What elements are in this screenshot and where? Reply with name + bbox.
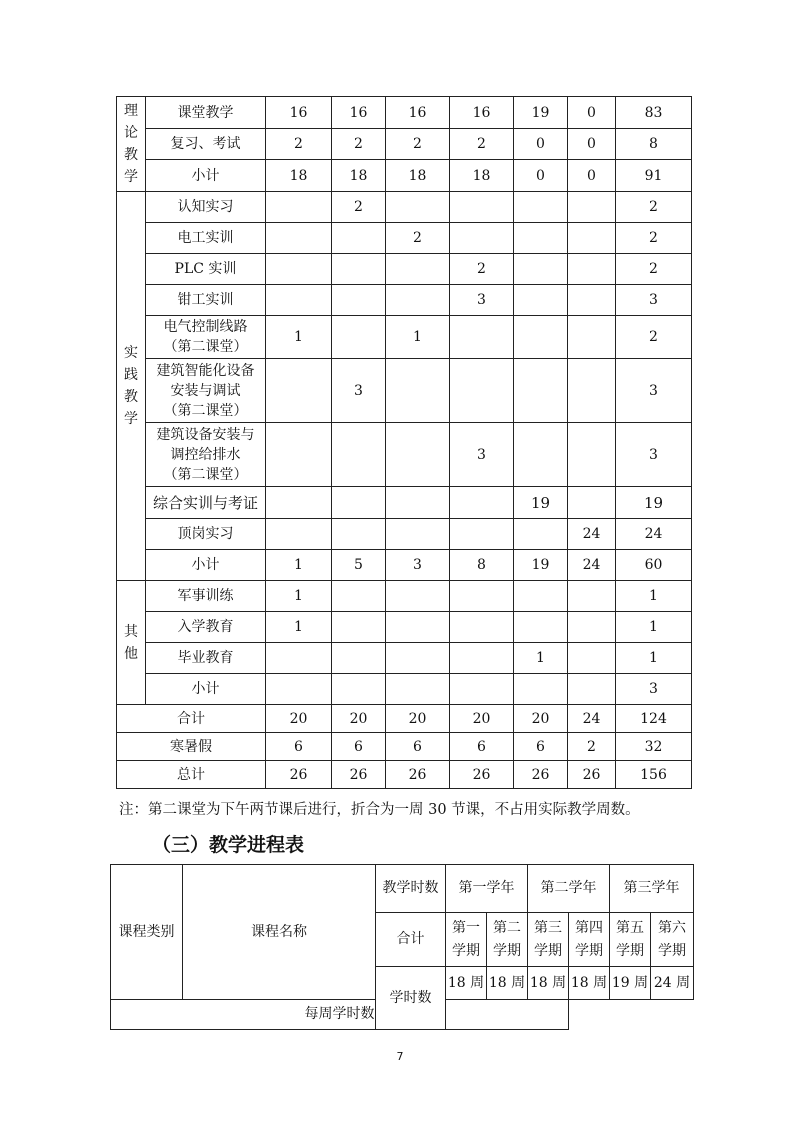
- value-cell: 1: [514, 643, 568, 674]
- value-cell: [386, 612, 450, 643]
- value-cell: 83: [616, 97, 692, 129]
- value-cell: [568, 581, 616, 612]
- value-cell: 1: [266, 612, 332, 643]
- value-cell: [386, 487, 450, 519]
- group-label-char: 实: [124, 345, 138, 361]
- semester-header: 第三 学期: [528, 913, 569, 967]
- value-cell: 18: [386, 160, 450, 192]
- totals-label: 总计: [117, 761, 266, 789]
- value-cell: [514, 519, 568, 550]
- value-cell: [568, 643, 616, 674]
- value-cell: 1: [616, 612, 692, 643]
- row-label: 课堂教学: [146, 97, 266, 129]
- value-cell: 6: [514, 733, 568, 761]
- weekly-hours-header: 每周学时数: [111, 1000, 569, 1030]
- table-row: [117, 487, 692, 519]
- value-cell: 8: [450, 550, 514, 581]
- value-cell: [568, 223, 616, 254]
- value-cell: [514, 612, 568, 643]
- value-cell: 2: [386, 129, 450, 160]
- value-cell: [568, 316, 616, 359]
- group-label-theory: [117, 97, 146, 192]
- value-cell: [266, 254, 332, 285]
- row-label: 小计: [146, 550, 266, 581]
- value-cell: 20: [332, 705, 386, 733]
- class-hours-header: 学时数: [376, 967, 446, 1030]
- value-cell: 20: [386, 705, 450, 733]
- value-cell: [514, 254, 568, 285]
- value-cell: 3: [332, 359, 386, 423]
- row-label: 电气控制线路 （第二课堂）: [146, 316, 266, 359]
- value-cell: 20: [450, 705, 514, 733]
- value-cell: 6: [266, 733, 332, 761]
- row-label: 建筑智能化设备 安装与调试 （第二课堂）: [146, 359, 266, 423]
- value-cell: [568, 612, 616, 643]
- value-cell: [332, 581, 386, 612]
- value-cell: [386, 643, 450, 674]
- value-cell: [514, 285, 568, 316]
- semester-header: 第四 学期: [569, 913, 610, 967]
- weeks-cell: 24 周: [651, 967, 694, 1000]
- value-cell: [332, 612, 386, 643]
- value-cell: [386, 423, 450, 487]
- value-cell: 2: [616, 223, 692, 254]
- value-cell: 3: [616, 285, 692, 316]
- value-cell: 24: [568, 550, 616, 581]
- group-label-char: 他: [124, 645, 138, 662]
- weeks-cell: 18 周: [528, 967, 569, 1000]
- table-row: [117, 254, 692, 285]
- table-row: [117, 423, 692, 487]
- value-cell: [568, 674, 616, 705]
- row-label: 毕业教育: [146, 643, 266, 674]
- course-name-header: 课程名称: [183, 865, 376, 1000]
- value-cell: [514, 316, 568, 359]
- value-cell: [332, 487, 386, 519]
- row-label: PLC 实训: [146, 254, 266, 285]
- value-cell: [266, 519, 332, 550]
- year-2-header: 第二学年: [528, 865, 610, 913]
- semester-header: 第五 学期: [610, 913, 651, 967]
- value-cell: 26: [332, 761, 386, 789]
- teaching-hours-header: 教学时数: [376, 865, 446, 913]
- table-row: [117, 612, 692, 643]
- weeks-cell: 18 周: [446, 967, 487, 1000]
- value-cell: 3: [450, 423, 514, 487]
- value-cell: 1: [616, 581, 692, 612]
- value-cell: 2: [266, 129, 332, 160]
- group-label-char: 论: [124, 125, 138, 141]
- value-cell: 26: [450, 761, 514, 789]
- table-row: [117, 316, 692, 359]
- value-cell: 2: [332, 192, 386, 223]
- value-cell: [386, 674, 450, 705]
- row-label: 电工实训: [146, 223, 266, 254]
- value-cell: [332, 423, 386, 487]
- row-label: 小计: [146, 674, 266, 705]
- value-cell: [450, 674, 514, 705]
- value-cell: [386, 359, 450, 423]
- value-cell: 6: [332, 733, 386, 761]
- value-cell: 0: [514, 160, 568, 192]
- value-cell: 1: [266, 550, 332, 581]
- value-cell: [450, 316, 514, 359]
- value-cell: 26: [386, 761, 450, 789]
- semester-header: 第一 学期: [446, 913, 487, 967]
- row-label: 认知实习: [146, 192, 266, 223]
- group-label-practice: [117, 192, 146, 581]
- course-type-header: 课程类别: [111, 865, 183, 1000]
- group-label-char: 学: [124, 411, 138, 427]
- value-cell: 16: [332, 97, 386, 129]
- table-row: [117, 160, 692, 192]
- value-cell: 18: [450, 160, 514, 192]
- value-cell: 6: [386, 733, 450, 761]
- totals-row: [117, 705, 692, 733]
- row-label: 顶岗实习: [146, 519, 266, 550]
- value-cell: [386, 192, 450, 223]
- row-label: 建筑设备安装与 调控给排水 （第二课堂）: [146, 423, 266, 487]
- value-cell: 1: [266, 316, 332, 359]
- table-row: [117, 643, 692, 674]
- value-cell: [514, 423, 568, 487]
- value-cell: [450, 643, 514, 674]
- value-cell: [332, 254, 386, 285]
- row-label: 复习、考试: [146, 129, 266, 160]
- value-cell: [266, 223, 332, 254]
- value-cell: [386, 254, 450, 285]
- value-cell: [332, 643, 386, 674]
- value-cell: 8: [616, 129, 692, 160]
- value-cell: [514, 581, 568, 612]
- progress-table: [110, 864, 694, 1030]
- group-label-char: 教: [124, 389, 138, 405]
- table-row: [117, 359, 692, 423]
- table-row: [117, 192, 692, 223]
- value-cell: 6: [450, 733, 514, 761]
- value-cell: 91: [616, 160, 692, 192]
- value-cell: [568, 359, 616, 423]
- value-cell: [568, 192, 616, 223]
- value-cell: 2: [568, 733, 616, 761]
- table-row: [117, 550, 692, 581]
- table-row: [117, 223, 692, 254]
- value-cell: 2: [450, 254, 514, 285]
- value-cell: 24: [568, 705, 616, 733]
- group-label-char: 学: [124, 169, 138, 185]
- value-cell: 1: [266, 581, 332, 612]
- value-cell: [386, 519, 450, 550]
- value-cell: [332, 223, 386, 254]
- value-cell: 26: [568, 761, 616, 789]
- value-cell: [514, 674, 568, 705]
- value-cell: [450, 487, 514, 519]
- value-cell: 3: [450, 285, 514, 316]
- value-cell: 3: [616, 423, 692, 487]
- value-cell: 26: [514, 761, 568, 789]
- value-cell: 3: [616, 674, 692, 705]
- value-cell: 19: [514, 550, 568, 581]
- group-label-char: 理: [124, 103, 138, 119]
- value-cell: 124: [616, 705, 692, 733]
- row-label: 军事训练: [146, 581, 266, 612]
- section-heading: （三）教学进程表: [152, 834, 305, 856]
- value-cell: [332, 674, 386, 705]
- row-label: 入学教育: [146, 612, 266, 643]
- table-row: [117, 674, 692, 705]
- value-cell: 24: [568, 519, 616, 550]
- value-cell: [568, 285, 616, 316]
- value-cell: [514, 359, 568, 423]
- page-number: 7: [396, 1050, 404, 1063]
- weeks-cell: 18 周: [487, 967, 528, 1000]
- weeks-cell: 19 周: [610, 967, 651, 1000]
- value-cell: 19: [616, 487, 692, 519]
- semester-header: 第二 学期: [487, 913, 528, 967]
- value-cell: [332, 519, 386, 550]
- value-cell: [266, 643, 332, 674]
- value-cell: [332, 316, 386, 359]
- group-label-char: 教: [124, 147, 138, 163]
- value-cell: [450, 612, 514, 643]
- value-cell: [266, 285, 332, 316]
- summary-table: [116, 96, 692, 789]
- totals-label: 寒暑假: [117, 733, 266, 761]
- value-cell: 16: [450, 97, 514, 129]
- value-cell: 60: [616, 550, 692, 581]
- value-cell: 2: [616, 254, 692, 285]
- value-cell: 2: [386, 223, 450, 254]
- value-cell: [266, 423, 332, 487]
- value-cell: 2: [450, 129, 514, 160]
- value-cell: [514, 192, 568, 223]
- value-cell: [568, 423, 616, 487]
- row-label: 钳工实训: [146, 285, 266, 316]
- totals-label: 合计: [117, 705, 266, 733]
- value-cell: 0: [514, 129, 568, 160]
- value-cell: 1: [386, 316, 450, 359]
- value-cell: [514, 223, 568, 254]
- group-label-char: 践: [124, 367, 138, 383]
- value-cell: [568, 254, 616, 285]
- value-cell: [450, 223, 514, 254]
- table-row: [117, 519, 692, 550]
- value-cell: [450, 192, 514, 223]
- year-1-header: 第一学年: [446, 865, 528, 913]
- value-cell: 26: [266, 761, 332, 789]
- value-cell: [266, 192, 332, 223]
- value-cell: [332, 285, 386, 316]
- value-cell: 3: [616, 359, 692, 423]
- value-cell: [568, 487, 616, 519]
- group-label-other: [117, 581, 146, 705]
- row-label: 小计: [146, 160, 266, 192]
- value-cell: 156: [616, 761, 692, 789]
- value-cell: 2: [616, 192, 692, 223]
- value-cell: 24: [616, 519, 692, 550]
- value-cell: 20: [514, 705, 568, 733]
- value-cell: 0: [568, 129, 616, 160]
- value-cell: [266, 487, 332, 519]
- semester-header: 第六 学期: [651, 913, 694, 967]
- value-cell: [266, 674, 332, 705]
- weeks-cell: 18 周: [569, 967, 610, 1000]
- value-cell: 0: [568, 97, 616, 129]
- value-cell: 18: [266, 160, 332, 192]
- row-label: 综合实训与考证: [146, 487, 266, 519]
- value-cell: 0: [568, 160, 616, 192]
- value-cell: 16: [266, 97, 332, 129]
- value-cell: [386, 581, 450, 612]
- total-header: 合计: [376, 913, 446, 967]
- value-cell: 2: [616, 316, 692, 359]
- table-row: [117, 285, 692, 316]
- value-cell: [386, 285, 450, 316]
- table-row: [117, 97, 692, 129]
- value-cell: 20: [266, 705, 332, 733]
- value-cell: [450, 581, 514, 612]
- value-cell: 32: [616, 733, 692, 761]
- value-cell: 2: [332, 129, 386, 160]
- totals-row: [117, 733, 692, 761]
- group-label-char: 其: [124, 623, 138, 640]
- value-cell: [450, 519, 514, 550]
- value-cell: 16: [386, 97, 450, 129]
- table-row: [117, 581, 692, 612]
- value-cell: 19: [514, 97, 568, 129]
- value-cell: 19: [514, 487, 568, 519]
- footnote: 注：第二课堂为下午两节课后进行，折合为一周 30 节课，不占用实际教学周数。: [119, 802, 640, 818]
- value-cell: [266, 359, 332, 423]
- value-cell: 1: [616, 643, 692, 674]
- table-row: [117, 129, 692, 160]
- value-cell: 5: [332, 550, 386, 581]
- totals-row: [117, 761, 692, 789]
- value-cell: [450, 359, 514, 423]
- value-cell: 3: [386, 550, 450, 581]
- value-cell: 18: [332, 160, 386, 192]
- year-3-header: 第三学年: [610, 865, 694, 913]
